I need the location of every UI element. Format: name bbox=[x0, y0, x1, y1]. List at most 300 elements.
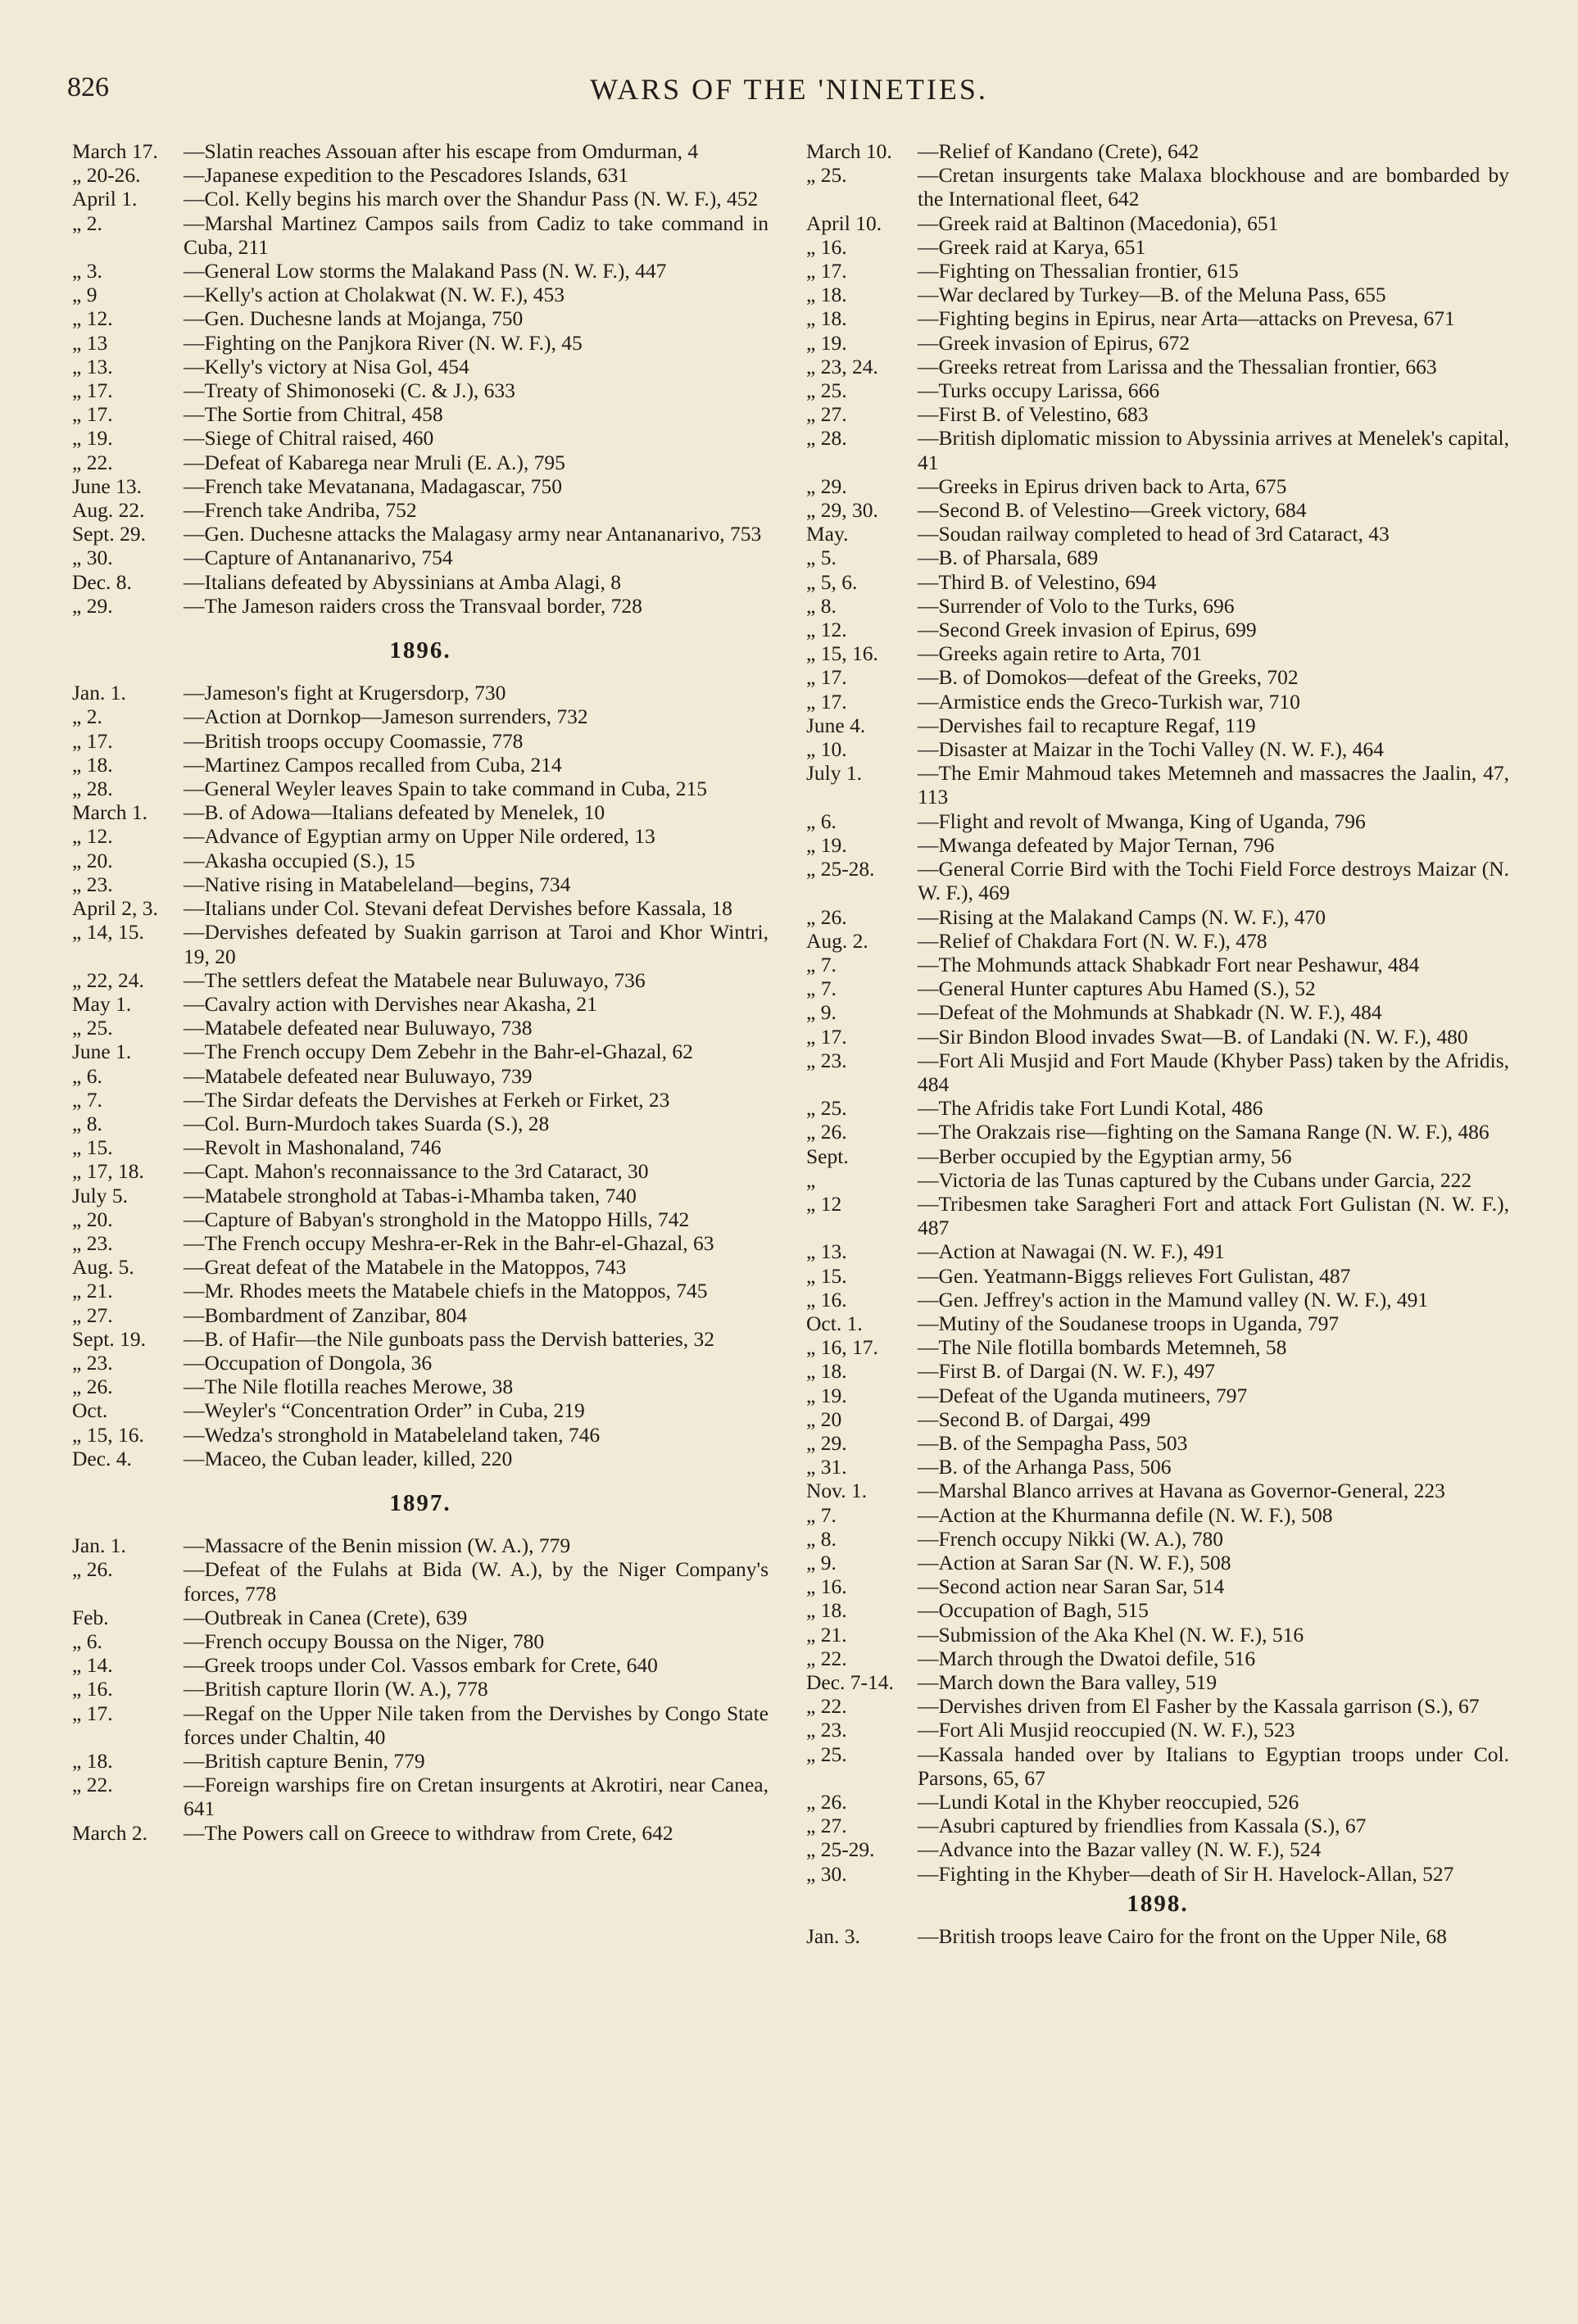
chronology-entry bbox=[72, 474, 769, 498]
entry-text: —Mutiny of the Soudanese troops in Uganda, 797 bbox=[918, 1311, 1340, 1335]
entry-date: Aug. 22. bbox=[72, 498, 145, 523]
chronology-entry bbox=[72, 1447, 769, 1470]
chronology-entry bbox=[72, 1351, 769, 1375]
chronology-entry bbox=[806, 714, 1509, 737]
chronology-entry bbox=[806, 1479, 1509, 1502]
entry-text: —Greek troops under Col. Vassos embark for Crete, 640 bbox=[184, 1653, 658, 1678]
chronology-entry bbox=[806, 570, 1509, 594]
chronology-entry bbox=[806, 331, 1509, 355]
entry-date: Feb. bbox=[72, 1605, 109, 1629]
entry-date: „ 8. bbox=[806, 1526, 837, 1551]
entry-date: „ 16, 17. bbox=[806, 1335, 878, 1360]
entry-date: „ 16. bbox=[806, 234, 847, 259]
chronology-entry bbox=[72, 681, 769, 704]
entry-date: March 10. bbox=[806, 139, 892, 163]
entry-text: —Jameson's fight at Krugersdorp, 730 bbox=[184, 681, 506, 705]
right-column bbox=[806, 139, 1509, 1948]
chronology-entry bbox=[806, 163, 1509, 211]
chronology-entry bbox=[72, 522, 769, 546]
entry-text: —Weyler's “Concentration Order” in Cuba, 219 bbox=[184, 1398, 585, 1423]
left-column bbox=[72, 139, 769, 1845]
chronology-entry bbox=[72, 306, 769, 330]
chronology-entry bbox=[806, 259, 1509, 283]
entry-date: „ 19. bbox=[806, 832, 847, 857]
chronology-entry bbox=[806, 618, 1509, 641]
entry-text: —Dervishes driven from El Fasher by the Kassala garrison (S.), 67 bbox=[918, 1694, 1480, 1719]
chronology-entry bbox=[806, 1288, 1509, 1311]
entry-text: —The Sortie from Chitral, 458 bbox=[184, 402, 443, 427]
entry-date: Aug. 2. bbox=[806, 928, 868, 953]
entry-text: —Marshal Blanco arrives at Havana as Governor-General, 223 bbox=[918, 1479, 1445, 1503]
entry-date: „ 23. bbox=[72, 872, 113, 896]
chronology-entry bbox=[806, 1144, 1509, 1168]
entry-text: —Disaster at Maizar in the Tochi Valley (N. W. F.), 464 bbox=[918, 737, 1384, 762]
entry-text: —Fighting on Thessalian frontier, 615 bbox=[918, 259, 1239, 283]
entry-date: „ 14. bbox=[72, 1653, 113, 1678]
entry-date: „ 25-29. bbox=[806, 1837, 875, 1862]
entry-text: —Italians under Col. Stevani defeat Dervishes before Kassala, 18 bbox=[184, 896, 732, 921]
entry-text: —Matabele defeated near Buluwayo, 738 bbox=[184, 1016, 533, 1040]
entry-text: —The Nile flotilla bombards Metemneh, 58 bbox=[918, 1335, 1287, 1360]
entry-date: „ 27. bbox=[806, 1814, 847, 1838]
entry-date: April 10. bbox=[806, 211, 882, 235]
entry-text: —Turks occupy Larissa, 666 bbox=[918, 378, 1160, 403]
entry-text: —French occupy Boussa on the Niger, 780 bbox=[184, 1629, 545, 1653]
chronology-entry bbox=[806, 402, 1509, 426]
entry-text: —The settlers defeat the Matabele near Buluwayo, 736 bbox=[184, 967, 646, 992]
entry-date: „ 13. bbox=[72, 354, 113, 378]
chronology-entry bbox=[72, 451, 769, 474]
chronology-entry bbox=[72, 1701, 769, 1749]
entry-date: Aug. 5. bbox=[72, 1255, 134, 1280]
entry-text: —Action at Dornkop—Jameson surrenders, 732 bbox=[184, 704, 588, 729]
entry-date: „ 13 bbox=[72, 330, 108, 355]
chronology-entry bbox=[806, 1670, 1509, 1694]
entry-text: —Defeat of the Uganda mutineers, 797 bbox=[918, 1383, 1248, 1407]
entry-date: „ 9 bbox=[72, 283, 97, 307]
chronology-entry bbox=[72, 753, 769, 777]
entry-text: —Second action near Saran Sar, 514 bbox=[918, 1574, 1225, 1599]
chronology-entry bbox=[806, 929, 1509, 953]
entry-date: „ 9. bbox=[806, 1000, 837, 1025]
chronology-entry bbox=[72, 498, 769, 522]
entry-date: Sept. 29. bbox=[72, 522, 146, 546]
entry-date: „ 15, 16. bbox=[806, 641, 878, 666]
chronology-entry bbox=[806, 1503, 1509, 1527]
chronology-entry bbox=[72, 1279, 769, 1302]
entry-text: —B. of Pharsala, 689 bbox=[918, 546, 1099, 570]
chronology-entry bbox=[72, 896, 769, 920]
entry-text: —Wedza's stronghold in Matabeleland taken, 746 bbox=[184, 1422, 601, 1447]
entry-text: —Capture of Babyan's stronghold in the Matoppo Hills, 742 bbox=[184, 1207, 690, 1231]
chronology-entry bbox=[72, 1533, 769, 1557]
entry-text: —British diplomatic mission to Abyssinia arrives at Menelek's capital, 41 bbox=[918, 426, 1509, 474]
chronology-entry bbox=[806, 976, 1509, 1000]
entry-text: —Capture of Antananarivo, 754 bbox=[184, 546, 453, 570]
chronology-entry bbox=[806, 1407, 1509, 1431]
chronology-entry bbox=[806, 690, 1509, 714]
entry-text: —The Orakzais rise—fighting on the Samana Range (N. W. F.), 486 bbox=[918, 1120, 1490, 1144]
entry-date: July 1. bbox=[806, 761, 863, 786]
chronology-entry bbox=[72, 872, 769, 896]
entry-text: —March through the Dwatoi defile, 516 bbox=[918, 1646, 1256, 1670]
chronology-entry bbox=[806, 809, 1509, 833]
chronology-entry bbox=[72, 1184, 769, 1207]
entry-date: April 2, 3. bbox=[72, 896, 158, 921]
chronology-entry bbox=[806, 283, 1509, 306]
entry-date: Dec. 4. bbox=[72, 1446, 132, 1470]
entry-date: „ 13. bbox=[806, 1239, 847, 1264]
chronology-entry bbox=[806, 1168, 1509, 1192]
entry-text: —British troops occupy Coomassie, 778 bbox=[184, 728, 524, 753]
chronology-entry bbox=[72, 1064, 769, 1088]
entry-date: „ 22. bbox=[806, 1646, 847, 1670]
entry-text: —The Sirdar defeats the Dervishes at Ferkeh or Firket, 23 bbox=[184, 1087, 670, 1112]
entry-date: „ 3. bbox=[72, 259, 102, 283]
chronology-entry bbox=[806, 1623, 1509, 1647]
entry-text: —Matabele defeated near Buluwayo, 739 bbox=[184, 1063, 533, 1088]
entry-text: —Martinez Campos recalled from Cuba, 214 bbox=[184, 752, 562, 777]
chronology-entry bbox=[806, 1574, 1509, 1598]
entry-date: May 1. bbox=[72, 991, 132, 1016]
chronology-entry bbox=[806, 1837, 1509, 1861]
chronology-entry bbox=[806, 594, 1509, 618]
chronology-entry bbox=[806, 306, 1509, 330]
entry-text: —Soudan railway completed to head of 3rd Cataract, 43 bbox=[918, 522, 1390, 546]
entry-text: —Fort Ali Musjid and Fort Maude (Khyber Pass) taken by the Afridis, 484 bbox=[918, 1048, 1509, 1096]
entry-text: —Lundi Kotal in the Khyber reoccupied, 526 bbox=[918, 1790, 1299, 1814]
entry-date: „ 12 bbox=[806, 1191, 842, 1216]
chronology-entry bbox=[72, 1423, 769, 1447]
chronology-entry bbox=[806, 1049, 1509, 1096]
entry-text: —Defeat of the Fulahs at Bida (W. A.), by the Niger Company's forces, 778 bbox=[184, 1557, 769, 1606]
chronology-entry bbox=[806, 1455, 1509, 1479]
entry-date: „ 29. bbox=[806, 1430, 847, 1455]
chronology-entry bbox=[72, 800, 769, 824]
entry-text: —Kelly's victory at Nisa Gol, 454 bbox=[184, 354, 469, 378]
entry-text: —Greeks in Epirus driven back to Arta, 675 bbox=[918, 473, 1287, 498]
chronology-entry bbox=[806, 953, 1509, 976]
chronology-entry bbox=[72, 1231, 769, 1255]
entry-date: „ 28. bbox=[806, 426, 847, 451]
chronology-entry bbox=[806, 1359, 1509, 1383]
entry-text: —Foreign warships fire on Cretan insurgents at Akrotiri, near Canea, 641 bbox=[184, 1773, 769, 1821]
entry-text: —Maceo, the Cuban leader, killed, 220 bbox=[184, 1446, 513, 1470]
chronology-entry bbox=[72, 1088, 769, 1112]
entry-text: —Gen. Jeffrey's action in the Mamund valley (N. W. F.), 491 bbox=[918, 1287, 1429, 1311]
chronology-entry bbox=[72, 777, 769, 800]
chronology-entry bbox=[72, 968, 769, 992]
chronology-entry bbox=[806, 665, 1509, 689]
entry-date: „ 22, 24. bbox=[72, 967, 144, 992]
chronology-entry bbox=[806, 378, 1509, 402]
entry-date: „ 17. bbox=[806, 259, 847, 283]
chronology-entry bbox=[72, 1207, 769, 1231]
entry-date: „ 30. bbox=[72, 546, 113, 570]
entry-date: „ 19. bbox=[72, 426, 113, 451]
entry-text: —Advance into the Bazar valley (N. W. F.), 524 bbox=[918, 1837, 1322, 1862]
entry-text: —Fighting begins in Epirus, near Arta—attacks on Prevesa, 671 bbox=[918, 306, 1455, 331]
entry-text: —Relief of Kandano (Crete), 642 bbox=[918, 139, 1199, 163]
chronology-entry bbox=[72, 1557, 769, 1605]
chronology-entry bbox=[72, 1327, 769, 1351]
entry-text: —Second B. of Dargai, 499 bbox=[918, 1407, 1151, 1431]
chronology-entry bbox=[806, 1862, 1509, 1886]
year-heading: 1896. bbox=[389, 637, 451, 664]
entry-date: „ 20. bbox=[72, 848, 113, 872]
entry-date: „ 22. bbox=[72, 1773, 113, 1797]
chronology-entry bbox=[806, 1096, 1509, 1120]
chronology-entry bbox=[72, 992, 769, 1016]
chronology-entry bbox=[806, 1647, 1509, 1670]
entry-text: —Cavalry action with Dervishes near Akasha, 21 bbox=[184, 991, 597, 1016]
entry-date: „ 26. bbox=[72, 1557, 113, 1582]
entry-date: „ 29, 30. bbox=[806, 498, 878, 523]
entry-date: Oct. bbox=[72, 1398, 108, 1423]
entry-text: —Occupation of Bagh, 515 bbox=[918, 1598, 1149, 1623]
entry-text: —Greek invasion of Epirus, 672 bbox=[918, 330, 1190, 355]
entry-date: Jan. 1. bbox=[72, 1533, 126, 1558]
chronology-entry bbox=[72, 402, 769, 426]
entry-date: „ 9. bbox=[806, 1550, 837, 1574]
entry-date: Oct. 1. bbox=[806, 1311, 863, 1335]
entry-text: —Akasha occupied (S.), 15 bbox=[184, 848, 415, 872]
chronology-entry bbox=[72, 1040, 769, 1063]
chronology-entry bbox=[72, 426, 769, 450]
entry-date: „ 2. bbox=[72, 704, 102, 729]
entry-text: —Outbreak in Canea (Crete), 639 bbox=[184, 1605, 468, 1629]
entry-date: „ 12. bbox=[72, 824, 113, 849]
year-heading: 1898. bbox=[1127, 1890, 1189, 1917]
entry-text: —Dervishes fail to recapture Regaf, 119 bbox=[918, 713, 1256, 737]
entry-text: —Gen. Yeatmann-Biggs relieves Fort Gulistan, 487 bbox=[918, 1263, 1351, 1288]
entry-text: —General Weyler leaves Spain to take command in Cuba, 215 bbox=[184, 777, 708, 801]
chronology-entry bbox=[72, 283, 769, 306]
entry-text: —Kelly's action at Cholakwat (N. W. F.), 453 bbox=[184, 283, 565, 307]
chronology-entry bbox=[72, 1653, 769, 1677]
entry-text: —General Corrie Bird with the Tochi Field Force destroys Maizar (N. W. F.), 469 bbox=[918, 857, 1509, 905]
chronology-entry bbox=[806, 1718, 1509, 1742]
chronology-entry bbox=[72, 704, 769, 728]
entry-text: —First B. of Dargai (N. W. F.), 497 bbox=[918, 1359, 1215, 1384]
entry-text: —Tribesmen take Saragheri Fort and attack Fort Gulistan (N. W. F.), 487 bbox=[918, 1191, 1509, 1240]
page-header bbox=[0, 72, 1578, 113]
entry-date: „ 29. bbox=[72, 593, 113, 618]
entry-text: —Action at the Khurmanna defile (N. W. F.), 508 bbox=[918, 1502, 1333, 1527]
entry-text: —Fighting on the Panjkora River (N. W. F.), 45 bbox=[184, 330, 583, 355]
entry-date: June 13. bbox=[72, 473, 142, 498]
chronology-entry bbox=[72, 1398, 769, 1422]
entry-date: „ 16. bbox=[72, 1677, 113, 1701]
entry-text: —General Hunter captures Abu Hamed (S.), 52 bbox=[918, 976, 1316, 1001]
entry-text: —Marshal Martinez Campos sails from Cadiz to take command in Cuba, 211 bbox=[184, 211, 769, 259]
entry-date: „ bbox=[806, 1167, 816, 1192]
entry-date: „ 14, 15. bbox=[72, 920, 144, 945]
entry-date: „ 25. bbox=[806, 1096, 847, 1121]
entry-text: —Defeat of the Mohmunds at Shabkadr (N. W. F.), 484 bbox=[918, 1000, 1382, 1025]
entry-date: April 1. bbox=[72, 187, 138, 211]
entry-date: „ 20 bbox=[806, 1407, 842, 1431]
chronology-entry bbox=[806, 1924, 1509, 1948]
entry-date: „ 18. bbox=[72, 752, 113, 777]
chronology-entry bbox=[72, 1255, 769, 1279]
entry-text: —British troops leave Cairo for the front on the Upper Nile, 68 bbox=[918, 1924, 1447, 1949]
entry-date: March 1. bbox=[72, 800, 148, 825]
page-number: 826 bbox=[67, 72, 109, 102]
entry-date: „ 18. bbox=[806, 1359, 847, 1384]
entry-date: „ 26. bbox=[806, 904, 847, 929]
entry-text: —Cretan insurgents take Malaxa blockhouse and are bombarded by the International fleet, 642 bbox=[918, 163, 1509, 211]
entry-text: —The Emir Mahmoud takes Metemneh and massacres the Jaalin, 47, 113 bbox=[918, 761, 1509, 809]
entry-text: —Mwanga defeated by Major Ternan, 796 bbox=[918, 832, 1275, 857]
chronology-entry bbox=[72, 1677, 769, 1701]
entry-text: —B. of Adowa—Italians defeated by Menelek, 10 bbox=[184, 800, 605, 825]
entry-date: „ 29. bbox=[806, 473, 847, 498]
entry-date: „ 26. bbox=[72, 1375, 113, 1399]
entry-date: „ 17. bbox=[806, 1024, 847, 1049]
entry-date: Dec. 7-14. bbox=[806, 1670, 894, 1694]
chronology-entry bbox=[72, 1629, 769, 1653]
entry-text: —Flight and revolt of Mwanga, King of Uganda, 796 bbox=[918, 809, 1366, 833]
entry-text: —Action at Saran Sar (N. W. F.), 508 bbox=[918, 1550, 1231, 1574]
chronology-entry bbox=[806, 426, 1509, 473]
chronology-entry bbox=[72, 1016, 769, 1040]
chronology-entry bbox=[72, 824, 769, 848]
entry-text: —Great defeat of the Matabele in the Matoppos, 743 bbox=[184, 1255, 627, 1280]
chronology-entry bbox=[806, 1264, 1509, 1288]
chronology-entry bbox=[806, 1742, 1509, 1790]
entry-date: „ 28. bbox=[72, 777, 113, 801]
entry-text: —Greeks again retire to Arta, 701 bbox=[918, 641, 1202, 666]
entry-date: May. bbox=[806, 522, 849, 546]
chronology-entry bbox=[72, 259, 769, 283]
entry-date: „ 8. bbox=[806, 593, 837, 618]
entry-date: June 1. bbox=[72, 1040, 132, 1064]
entry-text: —Greek raid at Karya, 651 bbox=[918, 234, 1146, 259]
chronology-entry bbox=[806, 1192, 1509, 1239]
entry-date: „ 17. bbox=[806, 665, 847, 690]
entry-text: —Submission of the Aka Khel (N. W. F.), 516 bbox=[918, 1622, 1304, 1647]
entry-text: —Action at Nawagai (N. W. F.), 491 bbox=[918, 1239, 1225, 1264]
entry-text: —War declared by Turkey—B. of the Meluna Pass, 655 bbox=[918, 283, 1386, 307]
entry-text: —Sir Bindon Blood invades Swat—B. of Landaki (N. W. F.), 480 bbox=[918, 1024, 1468, 1049]
entry-text: —Second Greek invasion of Epirus, 699 bbox=[918, 618, 1257, 642]
entry-text: —Rising at the Malakand Camps (N. W. F.), 470 bbox=[918, 904, 1326, 929]
entry-date: „ 16. bbox=[806, 1287, 847, 1311]
chronology-entry bbox=[72, 570, 769, 594]
entry-text: —Native rising in Matabeleland—begins, 734 bbox=[184, 872, 571, 896]
entry-text: —Slatin reaches Assouan after his escape from Omdurman, 4 bbox=[184, 139, 699, 163]
entry-date: „ 18. bbox=[806, 283, 847, 307]
entry-date: „ 23. bbox=[806, 1048, 847, 1072]
chronology-entry bbox=[72, 1606, 769, 1629]
chronology-entry bbox=[806, 498, 1509, 522]
entry-date: „ 25. bbox=[806, 1742, 847, 1766]
chronology-entry bbox=[806, 1694, 1509, 1718]
entry-text: —Second B. of Velestino—Greek victory, 684 bbox=[918, 498, 1307, 523]
entry-date: „ 7. bbox=[72, 1087, 102, 1112]
chronology-entry bbox=[72, 1773, 769, 1820]
entry-date: „ 5. bbox=[806, 546, 837, 570]
chronology-entry bbox=[806, 1335, 1509, 1359]
chronology-entry bbox=[72, 546, 769, 569]
entry-date: „ 18. bbox=[72, 1749, 113, 1773]
chronology-entry bbox=[806, 474, 1509, 498]
entry-text: —French occupy Nikki (W. A.), 780 bbox=[918, 1526, 1223, 1551]
entry-text: —First B. of Velestino, 683 bbox=[918, 402, 1149, 427]
chronology-entry bbox=[72, 1303, 769, 1327]
entry-date: „ 7. bbox=[806, 952, 837, 976]
chronology-entry bbox=[72, 849, 769, 872]
chronology-entry bbox=[72, 355, 769, 378]
entry-date: „ 8. bbox=[72, 1111, 102, 1135]
entry-date: „ 26. bbox=[806, 1790, 847, 1814]
entry-date: „ 5, 6. bbox=[806, 569, 858, 594]
chronology-entry bbox=[806, 1025, 1509, 1049]
chronology-entry bbox=[72, 1112, 769, 1135]
chronology-entry bbox=[806, 641, 1509, 665]
entry-date: „ 15, 16. bbox=[72, 1422, 144, 1447]
entry-text: —B. of Domokos—defeat of the Greeks, 702 bbox=[918, 665, 1299, 690]
entry-date: „ 25. bbox=[806, 163, 847, 188]
entry-text: —The French occupy Dem Zebehr in the Bahr-el-Ghazal, 62 bbox=[184, 1040, 693, 1064]
entry-date: July 5. bbox=[72, 1183, 129, 1207]
entry-date: „ 21. bbox=[72, 1279, 113, 1303]
chronology-entry bbox=[72, 163, 769, 187]
chronology-entry bbox=[806, 546, 1509, 569]
entry-date: „ 23. bbox=[72, 1230, 113, 1255]
entry-text: —Matabele stronghold at Tabas-i-Mhamba taken, 740 bbox=[184, 1183, 637, 1207]
entry-date: „ 2. bbox=[72, 211, 102, 235]
entry-text: —Fort Ali Musjid reoccupied (N. W. F.), 523 bbox=[918, 1718, 1295, 1742]
entry-date: „ 10. bbox=[806, 737, 847, 762]
running-title: WARS OF THE 'NINETIES. bbox=[590, 73, 988, 106]
chronology-entry bbox=[806, 857, 1509, 904]
entry-text: —Berber occupied by the Egyptian army, 56 bbox=[918, 1144, 1292, 1168]
chronology-entry bbox=[806, 355, 1509, 378]
entry-date: „ 17, 18. bbox=[72, 1159, 144, 1184]
chronology-entry bbox=[806, 522, 1509, 546]
entry-date: „ 20. bbox=[72, 1207, 113, 1231]
entry-text: —General Low storms the Malakand Pass (N. W. F.), 447 bbox=[184, 259, 667, 283]
entry-date: „ 23. bbox=[72, 1350, 113, 1375]
entry-text: —British capture Benin, 779 bbox=[184, 1749, 425, 1773]
entry-text: —Regaf on the Upper Nile taken from the Dervishes by Congo State forces under Chaltin, 40 bbox=[184, 1701, 769, 1749]
entry-date: „ 17. bbox=[72, 1701, 113, 1725]
chronology-entry bbox=[806, 1384, 1509, 1407]
entry-date: „ 17. bbox=[72, 402, 113, 427]
entry-date: „ 25-28. bbox=[806, 857, 875, 881]
entry-date: Sept. 19. bbox=[72, 1326, 146, 1351]
chronology-entry bbox=[806, 1790, 1509, 1814]
entry-date: June 4. bbox=[806, 713, 866, 737]
entry-text: —Greeks retreat from Larissa and the Thessalian frontier, 663 bbox=[918, 354, 1437, 378]
entry-date: „ 23. bbox=[806, 1718, 847, 1742]
entry-text: —Treaty of Shimonoseki (C. & J.), 633 bbox=[184, 378, 515, 403]
chronology-entry bbox=[72, 331, 769, 355]
entry-text: —Fighting in the Khyber—death of Sir H. Havelock-Allan, 527 bbox=[918, 1861, 1454, 1886]
entry-text: —B. of Hafir—the Nile gunboats pass the Dervish batteries, 32 bbox=[184, 1326, 714, 1351]
chronology-entry bbox=[806, 211, 1509, 235]
entry-date: „ 22. bbox=[806, 1694, 847, 1719]
entry-text: —The Mohmunds attack Shabkadr Fort near Peshawur, 484 bbox=[918, 952, 1420, 976]
entry-date: „ 7. bbox=[806, 976, 837, 1001]
entry-text: —Gen. Duchesne attacks the Malagasy army near Antananarivo, 753 bbox=[184, 522, 762, 546]
entry-date: Nov. 1. bbox=[806, 1479, 868, 1503]
entry-text: —The Afridis take Fort Lundi Kotal, 486 bbox=[918, 1096, 1263, 1121]
chronology-entry bbox=[806, 761, 1509, 809]
entry-date: „ 27. bbox=[72, 1302, 113, 1327]
